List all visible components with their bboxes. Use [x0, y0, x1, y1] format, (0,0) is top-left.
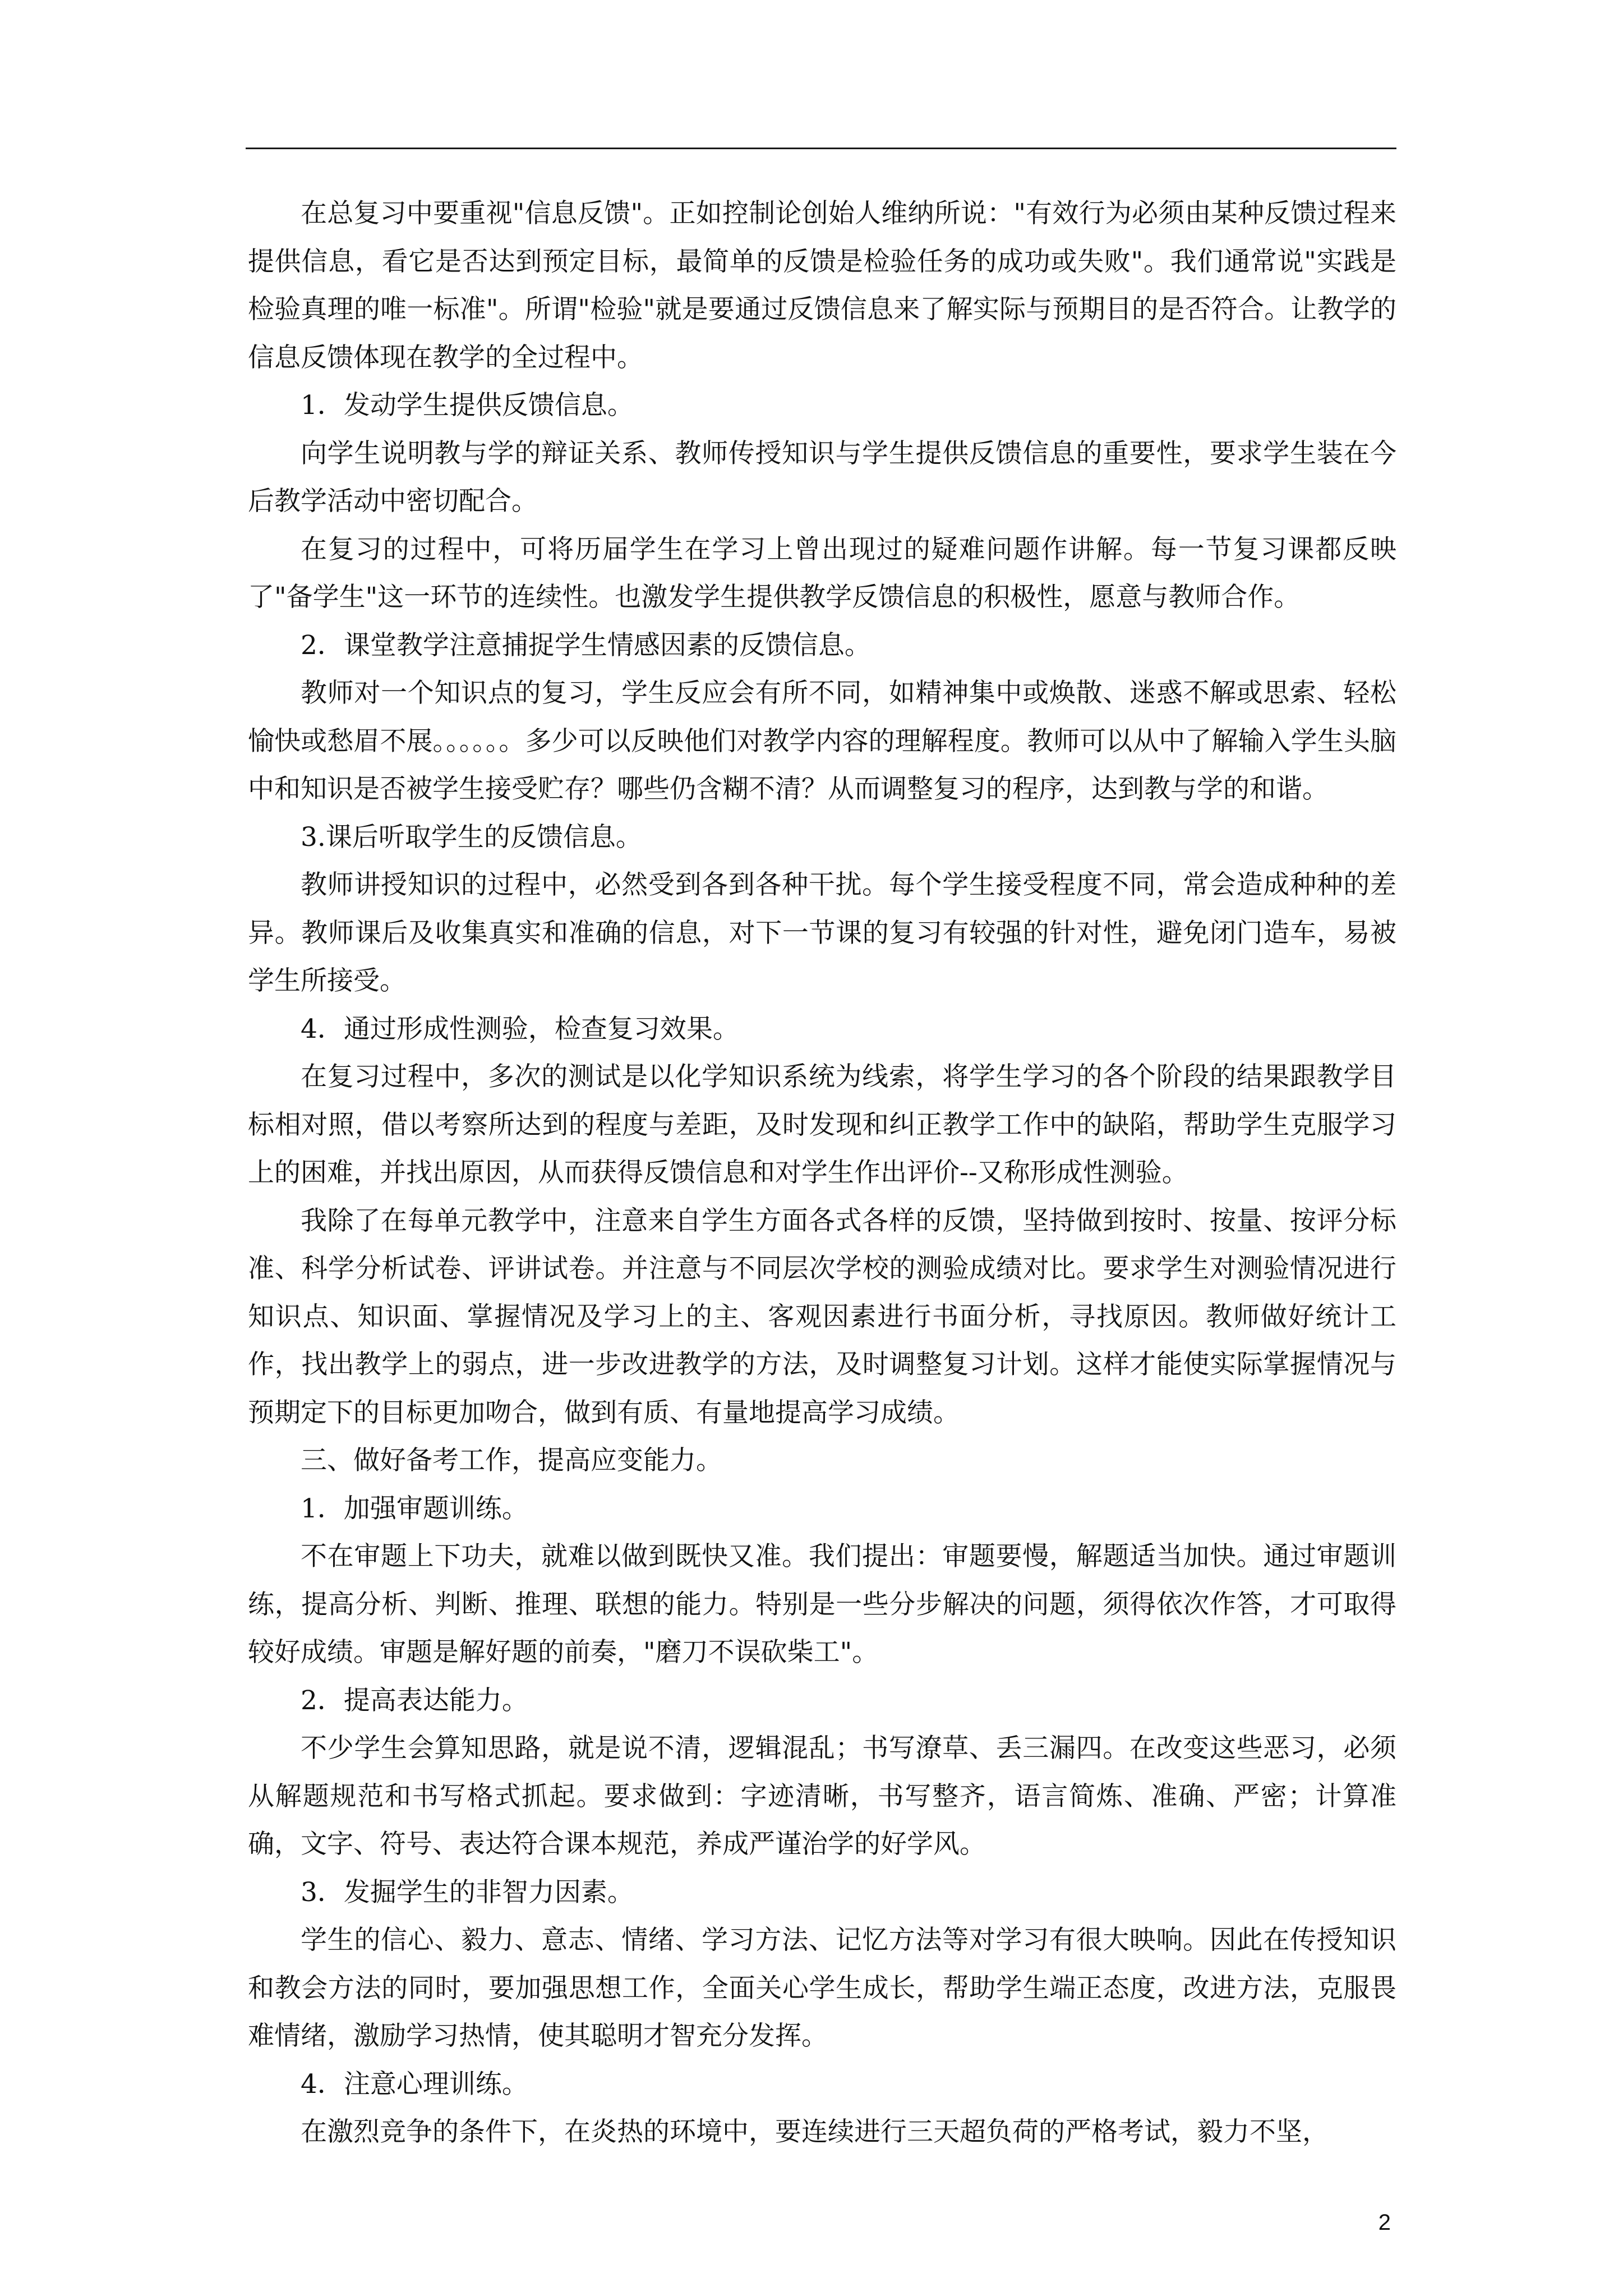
paragraph: 1．加强审题训练。	[301, 1493, 528, 1524]
paragraph: 教师对一个知识点的复习，学生反应会有所不同，如精神集中或焕散、迷惑不解或思索、轻松愉快或愁眉不展。。。。。。多少可以反映他们对教学内容的理解程度。教师可以从中了解输入学生头脑中和知识是否被学生接受贮存？哪些仍含糊不清？从而调整复习的程序，达到教与学的和谐。	[248, 678, 1396, 804]
paragraph: 4．注意心理训练。	[301, 2068, 528, 2100]
paragraph: 4．通过形成性测验，检查复习效果。	[301, 1013, 739, 1045]
page-number: 2	[1378, 2210, 1391, 2235]
paragraph: 在复习过程中，多次的测试是以化学知识系统为线索，将学生学习的各个阶段的结果跟教学目标相对照，借以考察所达到的程度与差距，及时发现和纠正教学工作中的缺陷，帮助学生克服学习上的困难，并找出原因，从而获得反馈信息和对学生作出评价--又称形成性测验。	[248, 1061, 1396, 1188]
paragraph: 3．发掘学生的非智力因素。	[301, 1876, 634, 1908]
paragraph: 向学生说明教与学的辩证关系、教师传授知识与学生提供反馈信息的重要性，要求学生装在今后教学活动中密切配合。	[248, 438, 1396, 517]
paragraph: 不在审题上下功夫，就难以做到既快又准。我们提出：审题要慢，解题适当加快。通过审题训练，提高分析、判断、推理、联想的能力。特别是一些分步解决的问题，须得依次作答，才可取得较好成绩。审题是解好题的前奏，"磨刀不误砍柴工"。	[248, 1541, 1396, 1668]
paragraph: 1．发动学生提供反馈信息。	[301, 390, 634, 421]
paragraph: 2．课堂教学注意捕捉学生情感因素的反馈信息。	[301, 629, 871, 661]
paragraph: 教师讲授知识的过程中，必然受到各到各种干扰。每个学生接受程度不同，常会造成种种的差异。教师课后及收集真实和准确的信息，对下一节课的复习有较强的针对性，避免闭门造车，易被学生所接受。	[248, 869, 1396, 996]
paragraph: 在总复习中要重视"信息反馈"。正如控制论创始人维纳所说："有效行为必须由某种反馈过程来提供信息，看它是否达到预定目标，最简单的反馈是检验任务的成功或失败"。我们通常说"实践是检验真理的唯一标准"。所谓"检验"就是要通过反馈信息来了解实际与预期目的是否符合。让教学的信息反馈体现在教学的全过程中。	[248, 198, 1396, 373]
paragraph: 学生的信心、毅力、意志、情绪、学习方法、记忆方法等对学习有很大映响。因此在传授知识和教会方法的同时，要加强思想工作，全面关心学生成长，帮助学生端正态度，改进方法，克服畏难情绪，激励学习热情，使其聪明才智充分发挥。	[248, 1925, 1396, 2051]
paragraph: 不少学生会算知思路，就是说不清，逻辑混乱；书写潦草、丢三漏四。在改变这些恶习，必须从解题规范和书写格式抓起。要求做到：字迹清晰，书写整齐，语言简炼、准确、严密；计算准确，文字、符号、表达符合课本规范，养成严谨治学的好学风。	[248, 1733, 1396, 1860]
paragraph: 我除了在每单元教学中，注意来自学生方面各式各样的反馈，坚持做到按时、按量、按评分标准、科学分析试卷、评讲试卷。并注意与不同层次学校的测验成绩对比。要求学生对测验情况进行知识点、知识面、掌握情况及学习上的主、客观因素进行书面分析，寻找原因。教师做好统计工作，找出教学上的弱点，进一步改进教学的方法，及时调整复习计划。这样才能使实际掌握情况与预期定下的目标更加吻合，做到有质、有量地提高学习成绩。	[248, 1205, 1396, 1428]
document-body	[248, 190, 1396, 2156]
paragraph: 在激烈竞争的条件下，在炎热的环境中，要连续进行三天超负荷的严格考试，毅力不坚，	[301, 2116, 1329, 2147]
paragraph: 三、做好备考工作，提高应变能力。	[301, 1445, 722, 1476]
paragraph: 3.课后听取学生的反馈信息。	[301, 821, 642, 853]
paragraph: 在复习的过程中，可将历届学生在学习上曾出现过的疑难问题作讲解。每一节复习课都反映了"备学生"这一环节的连续性。也激发学生提供教学反馈信息的积极性，愿意与教师合作。	[248, 533, 1396, 613]
header-rule	[246, 148, 1396, 149]
paragraph: 2．提高表达能力。	[301, 1685, 528, 1716]
